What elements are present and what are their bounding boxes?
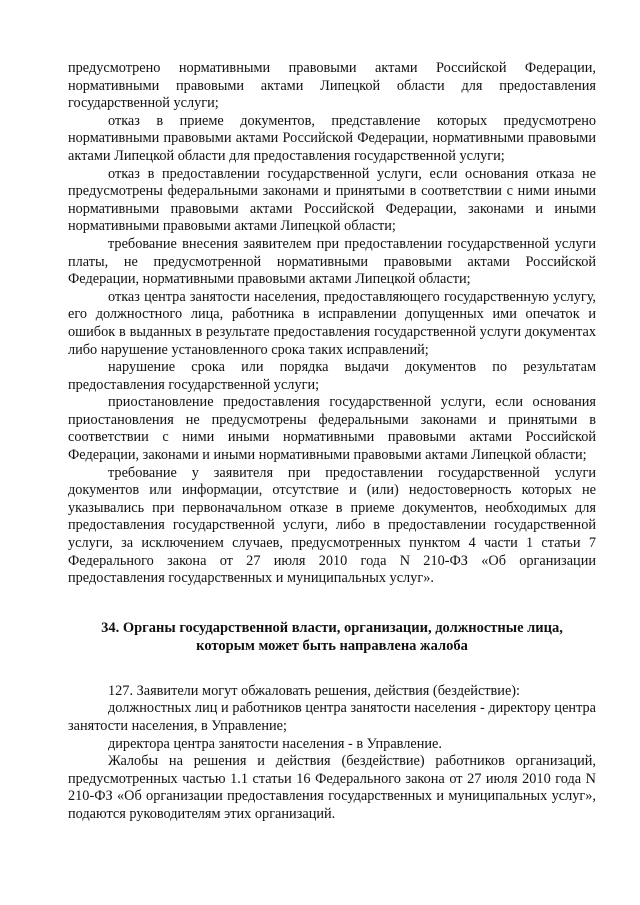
paragraph-officials-complaint: должностных лиц и работников центра занятости населения - директору центра занятости населения, в Управление;	[68, 700, 596, 734]
paragraph-deadline-violation: нарушение срока или порядка выдачи документов по результатам предоставления государственной услуги;	[68, 359, 596, 393]
paragraph-correction-refusal: отказ центра занятости населения, предоставляющего государственную услугу, его должностного лица, работника в исправлении допущенных ими опечаток и ошибок в выданных в результате предоставления государственной услуги документах либо нарушение установленного срока таких исправлений;	[68, 288, 596, 358]
paragraph-refusal-service: отказ в предоставлении государственной услуги, если основания отказа не предусмотрены федеральными законами и принятыми в соответствии с ними иными нормативными правовыми актами Российской Федерации, законами и иными нормативными правовыми актами Липецкой области;	[68, 165, 596, 235]
paragraph-director-complaint: директора центра занятости населения - в Управление.	[108, 735, 442, 752]
paragraph-fee-requirement: требование внесения заявителем при предоставлении государственной услуги платы, не предусмотренной нормативными правовыми актами Российской Федерации, нормативными правовыми актами Липецкой области;	[68, 235, 596, 288]
paragraph-127: 127. Заявители могут обжаловать решения, действия (бездействие):	[108, 682, 521, 699]
section-heading	[68, 619, 596, 655]
document-body	[68, 60, 596, 824]
section-heading-line-1: 34. Органы государственной власти, организации, должностные лица,	[101, 619, 563, 636]
paragraph-document-requirement: требование у заявителя при предоставлении государственной услуги документов или информации, отсутствие и (или) недостоверность которых не указывались при первоначальном отказе в приеме документов, необходимых для предоставления государственной услуги, либо в предоставлении государственной услуги, за исключением случаев, предусмотренных пунктом 4 части 1 статьи 7 Федерального закона от 27 июля 2010 года N 210-ФЗ «Об организации предоставления государственных и муниципальных услуг».	[68, 464, 596, 587]
paragraph-refusal-documents: отказ в приеме документов, представление которых предусмотрено нормативными правовыми актами Российской Федерации, нормативными правовыми актами Липецкой области для предоставления государственной услуги;	[68, 112, 596, 164]
section-heading-line-2: которым может быть направлена жалоба	[196, 637, 468, 654]
paragraph-suspension: приостановление предоставления государственной услуги, если основания приостановления не предусмотрены федеральными законами и принятыми в соответствии с ними иными нормативными правовыми актами Российской Федерации, законами и иными нормативными правовыми актами Липецкой области;	[68, 394, 596, 464]
paragraph-organizations-complaint: Жалобы на решения и действия (бездействие) работников организаций, предусмотренных частью 1.1 статьи 16 Федерального закона от 27 июля 2010 года N 210-ФЗ «Об организации предоставления государственных и муниципальных услуг», подаются руководителям этих организаций.	[68, 753, 596, 822]
paragraph-continuation: предусмотрено нормативными правовыми актами Российской Федерации, нормативными правовыми актами Липецкой области для предоставления государственной услуги;	[68, 60, 596, 112]
